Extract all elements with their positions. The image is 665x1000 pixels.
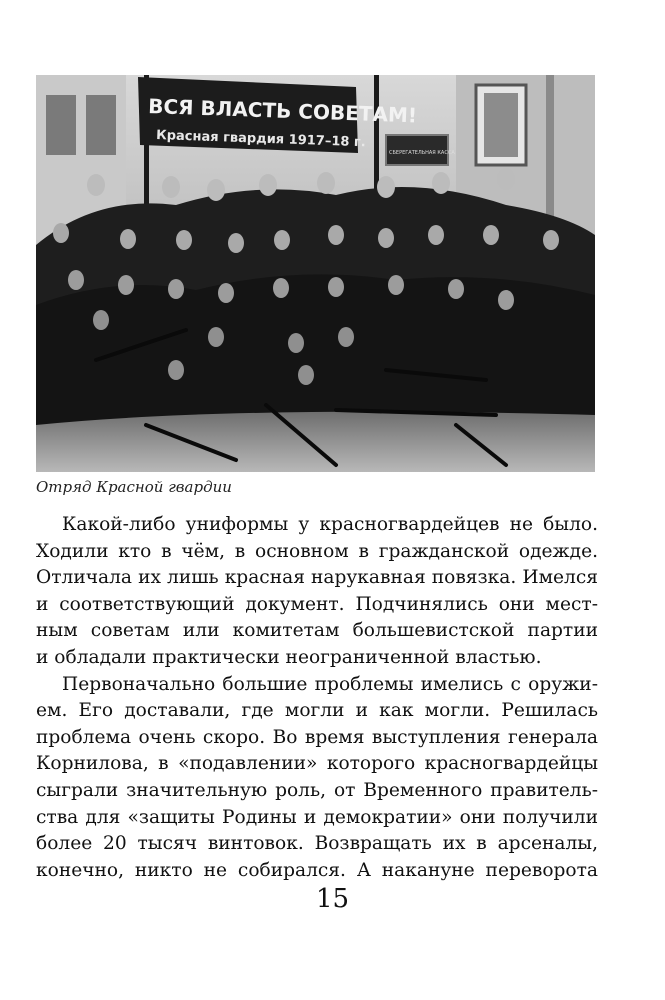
shop-sign: СБЕРЕГАТЕЛЬНАЯ КАССА bbox=[389, 150, 455, 156]
paragraph-2-line-7: более 20 тысяч винтовок. Возвращать их в арсеналы, bbox=[36, 833, 598, 855]
paragraph-2-line-5: сыграли значительную роль, от Временного правитель- bbox=[36, 779, 598, 801]
paragraph-2-line-2: ем. Его доставали, где могли и как могли. Решилась bbox=[36, 700, 598, 722]
body-text bbox=[36, 512, 598, 884]
banner-line-2: Красная гвардия 1917–18 г. bbox=[155, 128, 366, 151]
paragraph-2-line-8: конечно, никто не собирался. А накануне переворота bbox=[36, 859, 598, 881]
paragraph-2-line-6: ства для «защиты Родины и демократии» они получили bbox=[36, 806, 598, 828]
group-photo bbox=[36, 75, 595, 472]
paragraph-1-line-2: Ходили кто в чём, в основном в гражданской одежде. bbox=[36, 540, 598, 562]
paragraph-2-line-3: проблема очень скоро. Во время выступления генерала bbox=[36, 726, 598, 748]
banner-line-1: ВСЯ ВЛАСТЬ СОВЕТАМ! bbox=[147, 94, 418, 128]
photo-illustration bbox=[36, 75, 595, 472]
paragraph-1-line-4: и соответствующий документ. Подчинялись они мест- bbox=[36, 593, 598, 615]
paragraph-1-line-6: и обладали практически неограниченной властью. bbox=[36, 646, 542, 668]
paragraph-1-line-5: ным советам или комитетам большевистской партии bbox=[36, 620, 598, 642]
paragraph-1-line-3: Отличала их лишь красная нарукавная повязка. Имелся bbox=[36, 567, 598, 589]
page-number: 15 bbox=[315, 884, 350, 914]
photo-caption: Отряд Красной гвардии bbox=[36, 478, 232, 496]
paragraph-2-line-4: Корнилова, в «подавлении» которого красногвардейцы bbox=[36, 753, 598, 775]
paragraph-2-line-1: Первоначально большие проблемы имелись с оружи- bbox=[62, 673, 598, 695]
paragraph-1-line-1: Какой-либо униформы у красногвардейцев не было. bbox=[62, 514, 598, 535]
